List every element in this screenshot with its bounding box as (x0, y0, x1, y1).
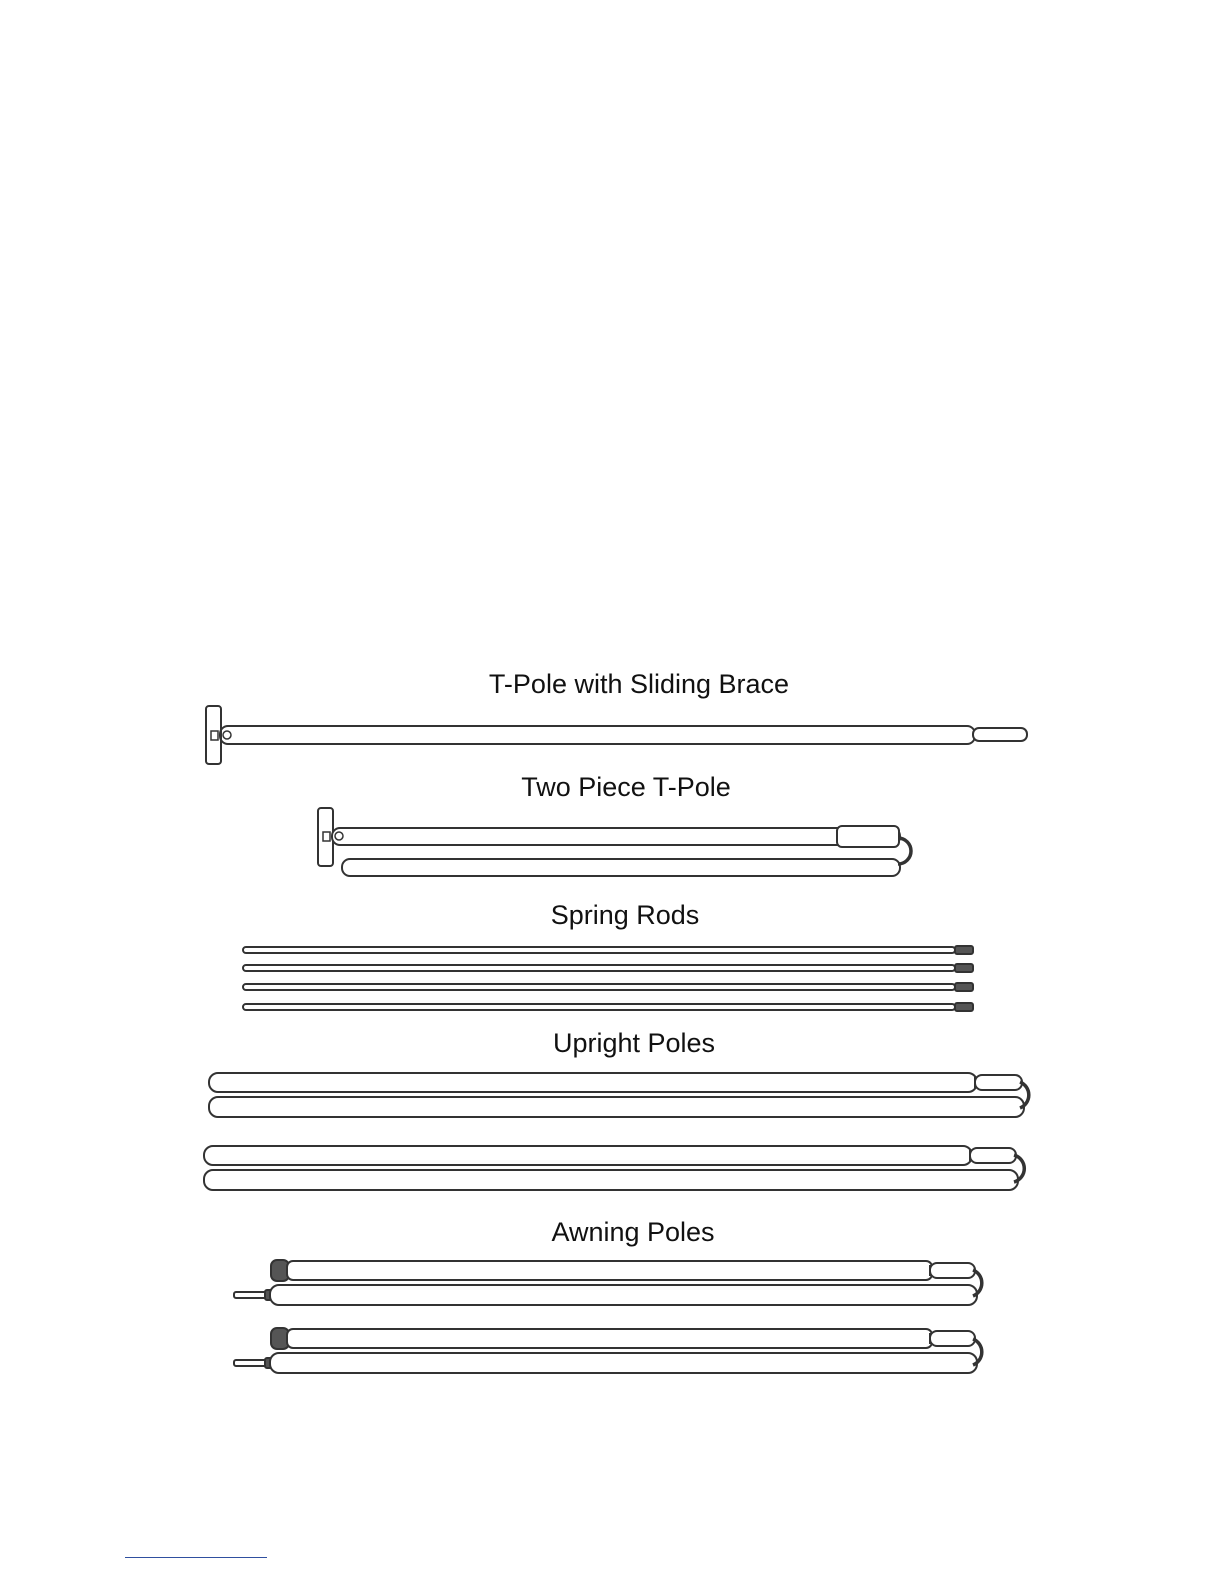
caption-two-piece-t-pole: Two Piece T-Pole (521, 772, 731, 802)
caption-spring-rods: Spring Rods (550, 900, 700, 930)
spring-rods-drawing (243, 946, 973, 1011)
awning-poles-pair-2-drawing (234, 1328, 982, 1373)
caption-upright-poles: Upright Poles (552, 1028, 716, 1058)
two-piece-t-pole-drawing (318, 808, 911, 876)
caption-awning-poles: Awning Poles (551, 1217, 715, 1247)
t-pole-sliding-brace-drawing (206, 706, 1027, 764)
upright-poles-pair-1-drawing (209, 1073, 1029, 1117)
awning-poles-pair-1-drawing (234, 1260, 982, 1305)
caption-t-pole-sliding-brace: T-Pole with Sliding Brace (488, 669, 790, 699)
upright-poles-pair-2-drawing (204, 1146, 1024, 1190)
footer-rule (125, 1557, 267, 1558)
